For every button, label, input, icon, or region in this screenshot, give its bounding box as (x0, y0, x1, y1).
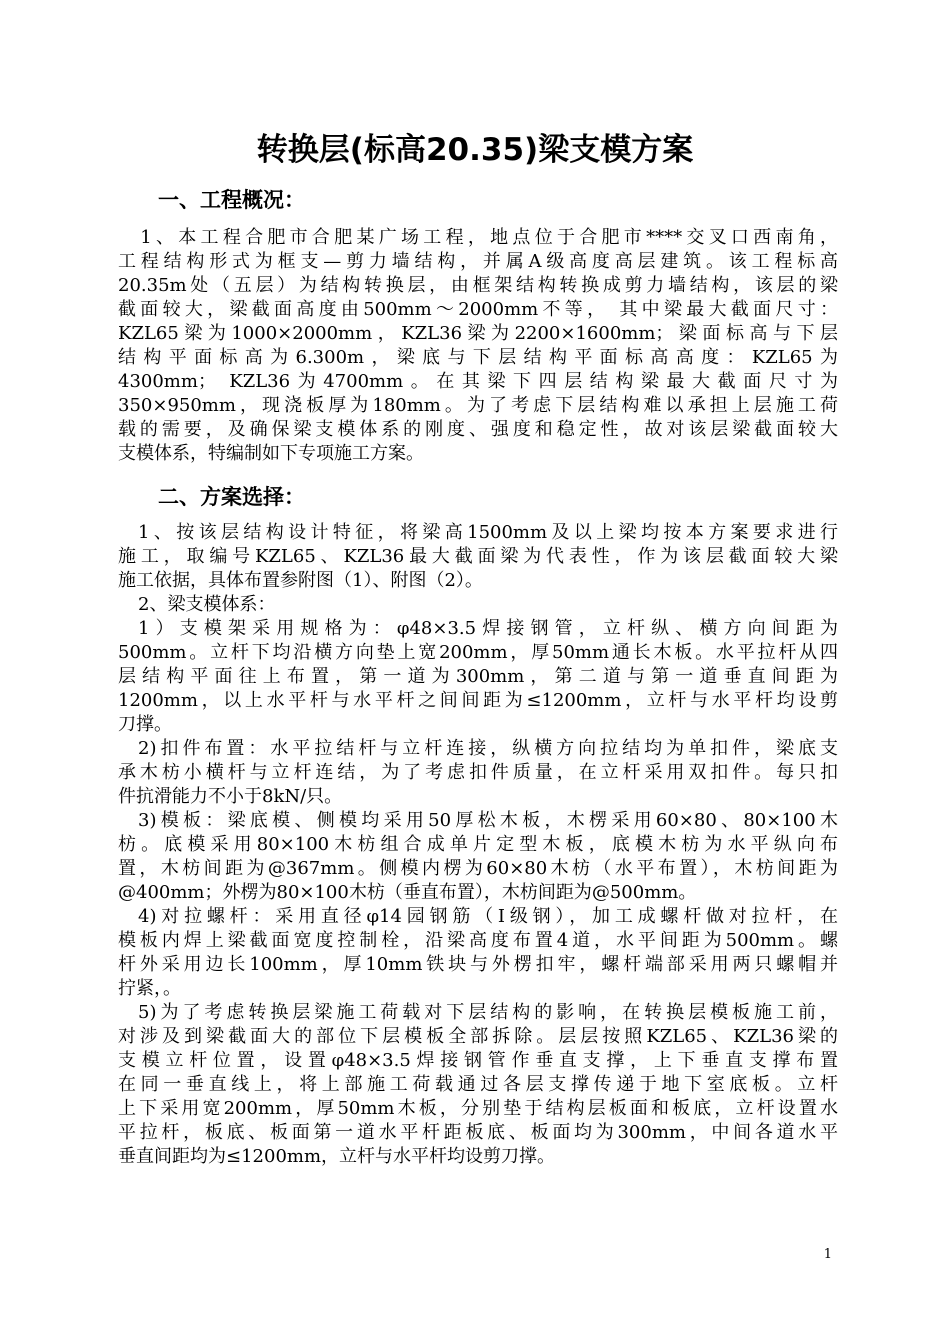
paragraph-line: 承木枋小横杆与立杆连结，为了考虑扣件质量，在立杆采用双扣件。每只扣 (118, 762, 838, 783)
paragraph-line: 3)模板：梁底模、侧模均采用50厚松木板，木楞采用60×80、80×100木 (138, 810, 838, 831)
paragraph-line: 1、按该层结构设计特征，将梁高1500mm及以上梁均按本方案要求进行 (138, 522, 838, 543)
page-number: 1 (823, 1247, 832, 1262)
paragraph-line: 层结构平面往上布置，第一道为300mm，第二道与第一道垂直间距为 (118, 666, 838, 687)
paragraph-line: 4)对拉螺杆：采用直径φ14园钢筋（Ⅰ级钢），加工成螺杆做对拉杆，在 (138, 906, 838, 927)
paragraph-line: 平拉杆，板底、板面第一道水平杆距板底、板面均为300mm，中间各道水平 (118, 1122, 838, 1143)
paragraph-line: 杆外采用边长100mm，厚10mm铁块与外楞扣牢，螺杆端部采用两只螺帽并 (118, 954, 838, 975)
paragraph-line: 刀撑。 (118, 714, 172, 735)
paragraph-line: 拧紧，。 (118, 978, 181, 999)
section-heading-scheme: 二、方案选择： (158, 485, 305, 509)
paragraph-line: 置，木枋间距为@367mm。侧模内楞为60×80木枋（水平布置），木枋间距为 (118, 858, 838, 879)
paragraph-line: 5)为了考虑转换层梁施工荷载对下层结构的影响，在转换层模板施工前， (138, 1002, 838, 1023)
paragraph-line: 结构平面标高为6.300m，梁底与下层结构平面标高高度：KZL65为 (118, 347, 838, 368)
paragraph-line: 截面较大，梁截面高度由500mm～2000mm不等， 其中梁最大截面尺寸： (118, 299, 838, 320)
paragraph-line: 上下采用宽200mm，厚50mm木板，分别垫于结构层板面和板底，立杆设置水 (118, 1098, 838, 1119)
paragraph-line: 4300mm； KZL36为4700mm。在其梁下四层结构梁最大截面尺寸为 (118, 371, 838, 392)
paragraph-line: 支模立杆位置，设置φ48×3.5焊接钢管作垂直支撑，上下垂直支撑布置 (118, 1050, 838, 1071)
paragraph-line: 支模体系，特编制如下专项施工方案。 (118, 443, 424, 464)
paragraph-line: 1200mm，以上水平杆与水平杆之间间距为≤1200mm，立杆与水平杆均设剪 (118, 690, 838, 711)
paragraph-line: 350×950mm，现浇板厚为180mm。为了考虑下层结构难以承担上层施工荷 (118, 395, 838, 416)
paragraph-line: 2、梁支模体系： (138, 594, 276, 615)
paragraph-line: 工程结构形式为框支—剪力墙结构，并属A级高度高层建筑。该工程标高 (118, 251, 838, 272)
paragraph-line: @400mm；外楞为80×100木枋（垂直布置），木枋间距为@500mm。 (118, 882, 697, 903)
paragraph-line: 2)扣件布置：水平拉结杆与立杆连接，纵横方向拉结均为单扣件，梁底支 (138, 738, 838, 759)
paragraph-line: 对涉及到梁截面大的部位下层模板全部拆除。层层按照KZL65、KZL36梁的 (118, 1026, 838, 1047)
paragraph-line: 1）支模架采用规格为：φ48×3.5焊接钢管，立杆纵、横方向间距为 (138, 618, 838, 639)
document-title: 转换层(标高20.35)梁支模方案 (256, 132, 694, 168)
paragraph-line: 1、本工程合肥市合肥某广场工程，地点位于合肥市****交叉口西南角， (118, 227, 838, 248)
paragraph-line: 垂直间距均为≤1200mm，立杆与水平杆均设剪刀撑。 (118, 1146, 556, 1167)
paragraph-line: 件抗滑能力不小于8kN/只。 (118, 786, 343, 807)
paragraph-line: 模板内焊上梁截面宽度控制栓，沿梁高度布置4道，水平间距为500mm。螺 (118, 930, 838, 951)
paragraph-line: 20.35m处（五层）为结构转换层，由框架结构转换成剪力墙结构，该层的梁 (118, 275, 838, 296)
paragraph-line: 500mm。立杆下均沿横方向垫上宽200mm，厚50mm通长木板。水平拉杆从四 (118, 642, 838, 663)
section-heading-overview: 一、工程概况： (158, 188, 305, 212)
paragraph-line: 载的需要，及确保梁支模体系的刚度、强度和稳定性，故对该层梁截面较大 (118, 419, 838, 440)
paragraph-line: 施工依据，具体布置参附图（1）、附图（2）。 (118, 570, 483, 591)
paragraph-line: 施工，取编号KZL65、KZL36最大截面梁为代表性，作为该层截面较大梁 (118, 546, 838, 567)
paragraph-line: 枋。底模采用80×100木枋组合成单片定型木板，底模木枋为水平纵向布 (118, 834, 838, 855)
paragraph-line: 在同一垂直线上，将上部施工荷载通过各层支撑传递于地下室底板。立杆 (118, 1074, 838, 1095)
paragraph-line: KZL65梁为1000×2000mm，KZL36梁为2200×1600mm；梁面标高与下层 (118, 323, 838, 344)
